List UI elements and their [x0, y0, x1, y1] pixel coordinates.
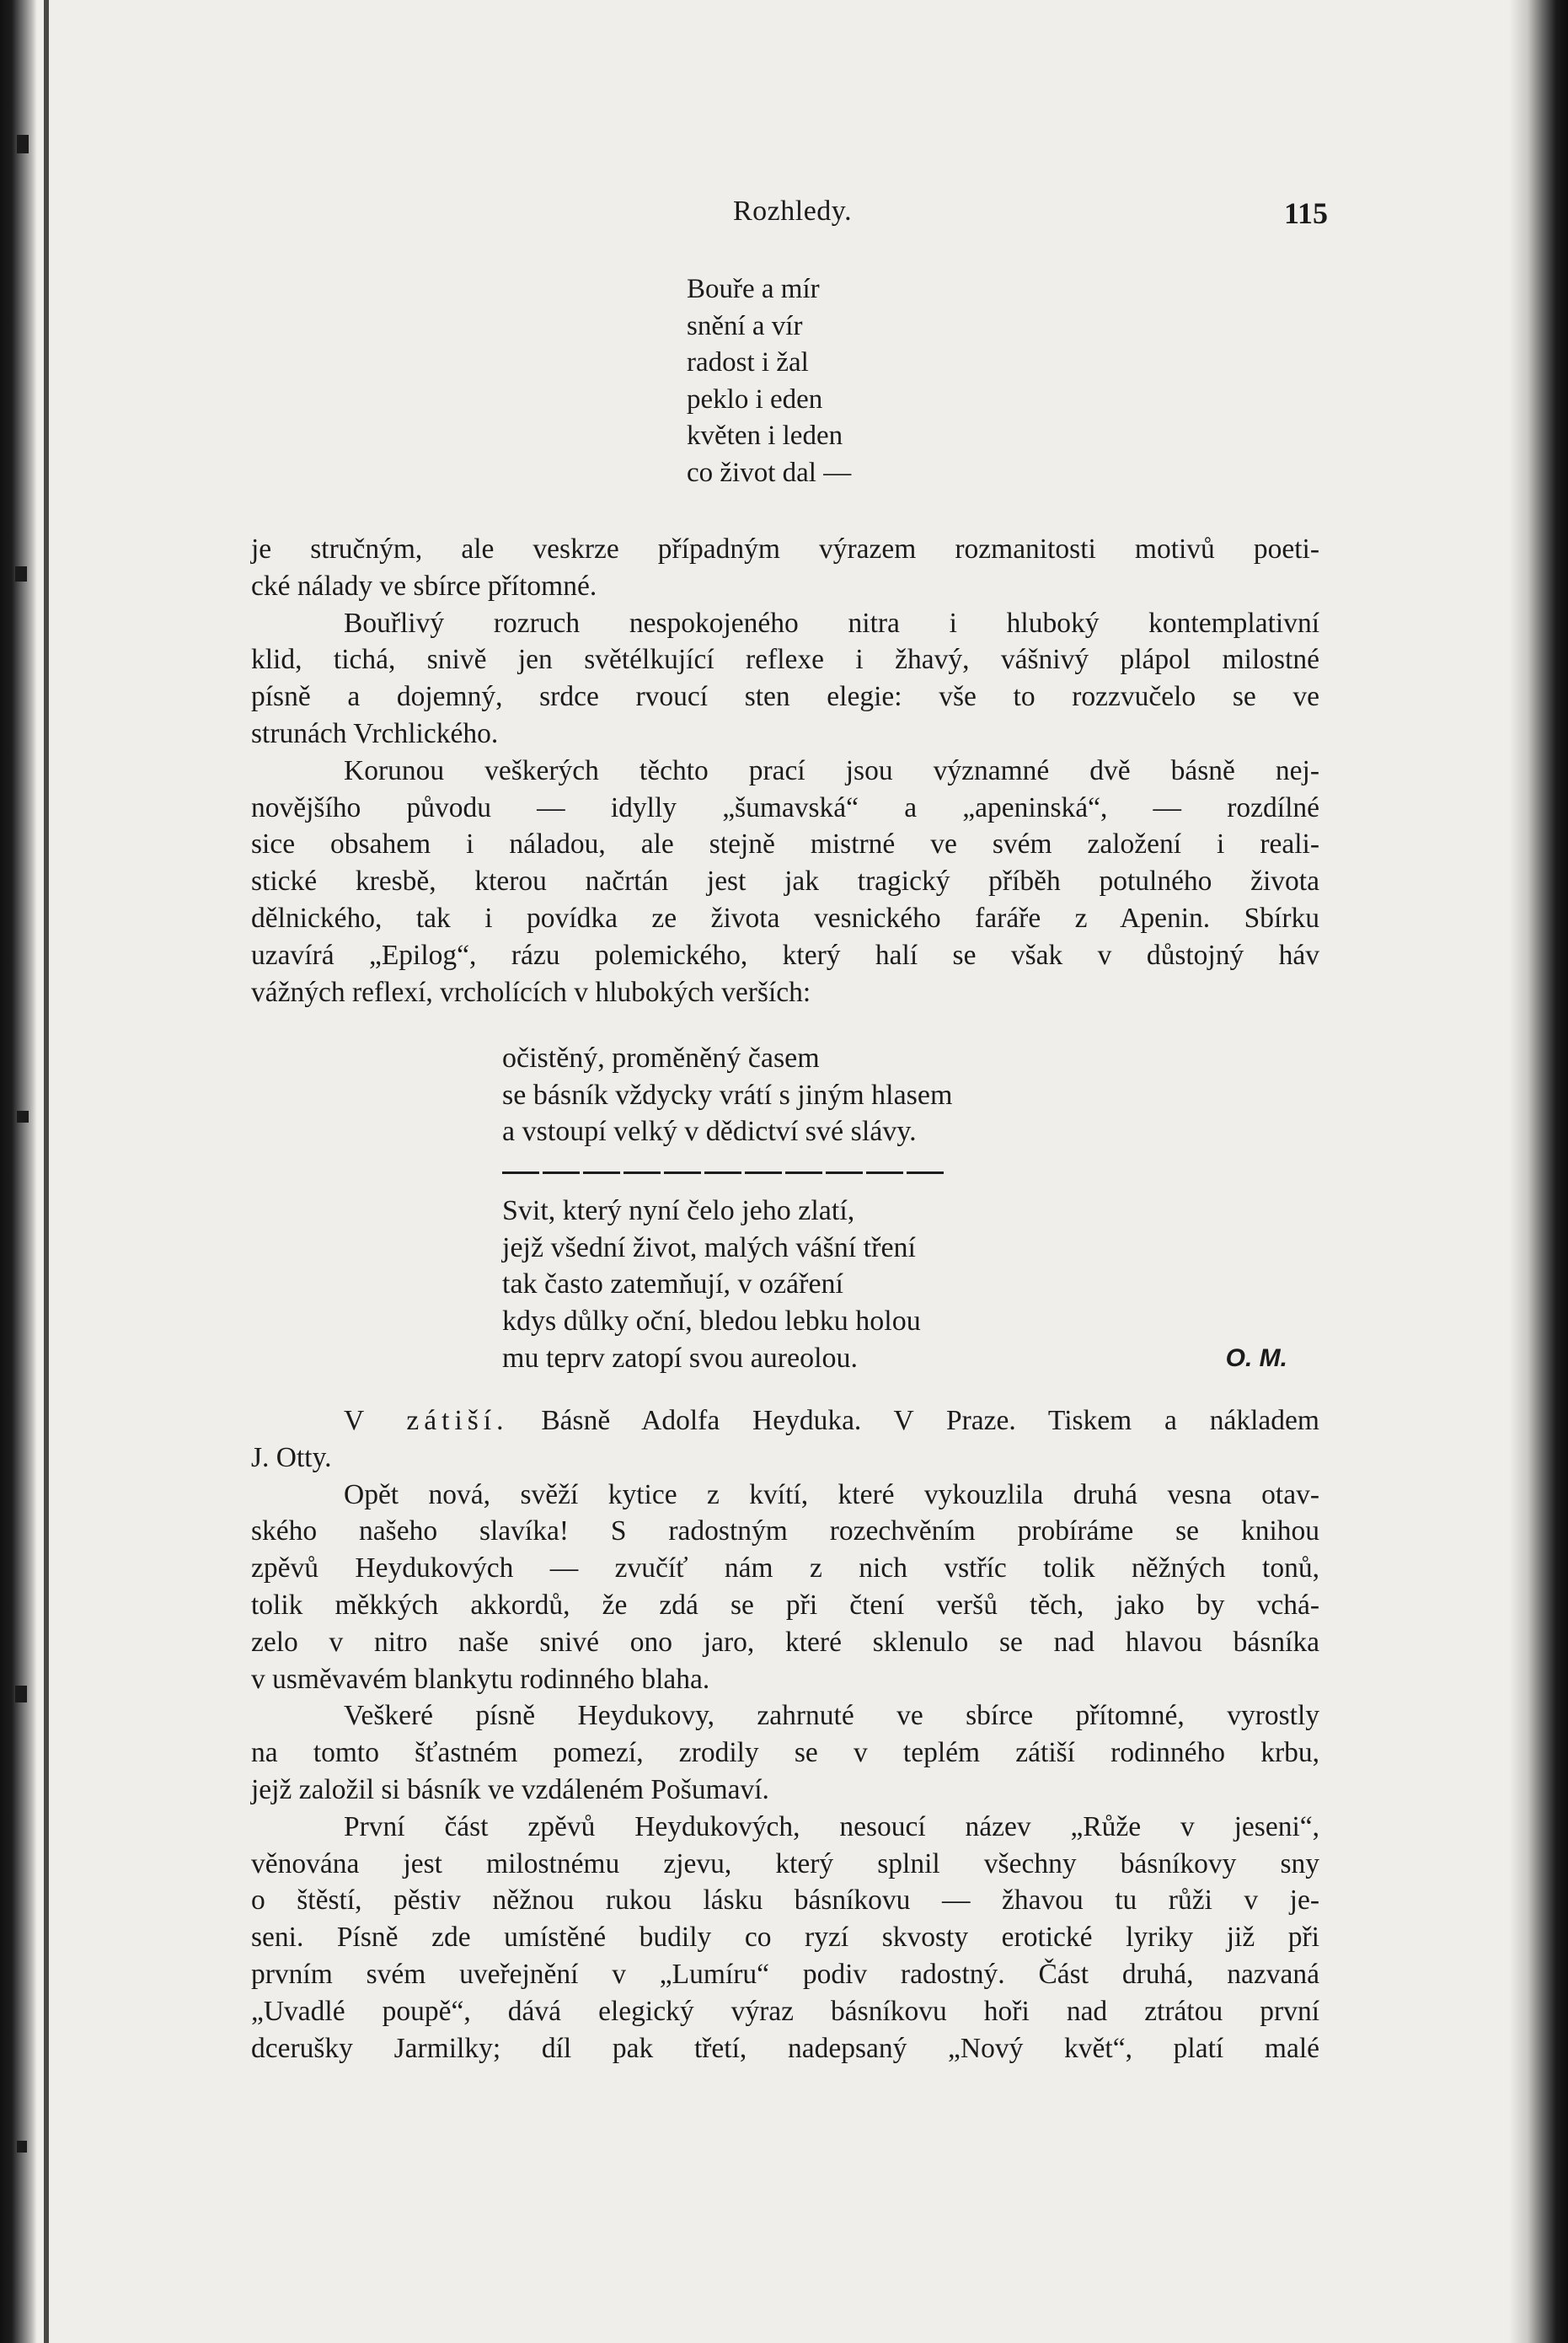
text-line: dcerušky Jarmilky; díl pak třetí, nadepsaný „Nový květ“, platí malé	[251, 2032, 1319, 2064]
margin-mark	[17, 2141, 27, 2153]
poem-top	[687, 271, 851, 491]
poem-line: snění a vír	[687, 310, 803, 341]
text-line: Korunou veškerých těchto prací jsou významné dvě básně nej-	[344, 754, 1319, 786]
text-line: prvním svém uveřejnění v „Lumíru“ podiv radostný. Část druhá, nazvaná	[251, 1958, 1319, 1990]
text-line: seni. Písně zde umístěné budily co ryzí skvosty erotické lyriky již při	[251, 1922, 1319, 1954]
text-line: o štěstí, pěstiv něžnou rukou lásku básníkovu — žhavou tu růži v je-	[251, 1885, 1319, 1917]
text-line: je stručným, ale veskrze případným výrazem rozmanitosti motivů poeti-	[251, 533, 1319, 565]
text-line: věnována jest milostnému zjevu, který splnil všechny básníkovy sny	[251, 1847, 1319, 1879]
text-line: vážných reflexí, vrcholících v hlubokých verších:	[251, 976, 811, 1008]
poem-line: Svit, který nyní čelo jeho zlatí,	[502, 1194, 855, 1226]
text-line: uzavírá „Epilog“, rázu polemického, který halí se však v důstojný háv	[251, 939, 1319, 971]
poem-line: peklo i eden	[687, 383, 823, 415]
left-book-edge	[0, 0, 37, 2343]
text-line: v usměvavém blankytu rodinného blaha.	[251, 1663, 710, 1695]
book-title: V zátiší.	[344, 1405, 509, 1436]
section-vrchlicky	[251, 531, 1319, 1011]
text-line: cké nálady ve sbírce přítomné.	[251, 570, 597, 602]
review-title-line	[251, 1402, 1319, 1440]
text-line: Bouřlivý rozruch nespokojeného nitra i hluboký kontemplativní	[344, 607, 1319, 639]
text-line: dělnického, tak i povídka ze života vesnického faráře z Apenin. Sbírku	[251, 902, 1319, 934]
poem-line: tak často zatemňují, v ozáření	[502, 1268, 843, 1300]
text-line: klid, tichá, snivě jen světélkující reflexe i žhavý, vášnivý plápol milostné	[251, 644, 1319, 676]
running-head: Rozhledy.	[733, 196, 853, 227]
text-line: Veškeré písně Heydukovy, zahrnuté ve sbírce přítomné, vyrostly	[344, 1700, 1319, 1732]
text-line: ského našeho slavíka! S radostným rozechvěním probíráme se knihou	[251, 1515, 1319, 1547]
text-line: písně a dojemný, srdce rvoucí sten elegie: vše to rozzvučelo se ve	[251, 681, 1319, 713]
poem-line: co život dal —	[687, 457, 852, 488]
margin-mark	[17, 1111, 29, 1123]
text-line: První část zpěvů Heydukových, nesoucí název „Růže v jeseni“,	[344, 1810, 1319, 1842]
text-line: Opět nová, svěží kytice z kvítí, které vykouzlila druhá vesna otav-	[344, 1478, 1319, 1510]
margin-mark	[15, 566, 27, 582]
book-details: Básně Adolfa Heyduka. V Praze. Tiskem a nákladem	[541, 1405, 1319, 1436]
review-signature: O. M.	[1225, 1344, 1287, 1373]
review-v-zatisi	[251, 1402, 1319, 2067]
poem-line: očistěný, proměněný časem	[502, 1043, 820, 1074]
right-book-edge	[1509, 0, 1568, 2343]
text-line: stické kresbě, kterou načrtán jest jak tragický příběh potulného života	[251, 866, 1319, 898]
poem-line: se básník vždycky vrátí s jiným hlasem	[502, 1079, 953, 1111]
text-line: sice obsahem i náladou, ale stejně mistrné ve svém založení i reali-	[251, 828, 1319, 861]
text-line: jejž založil si básník ve vzdáleném Pošumaví.	[251, 1773, 769, 1805]
text-line: tolik měkkých akkordů, že zdá se při čtení veršů těch, jako by vchá-	[251, 1589, 1319, 1621]
text-line: strunách Vrchlického.	[251, 717, 499, 749]
page-header	[253, 196, 1328, 238]
poem-epilog	[502, 1040, 1328, 1377]
text-line: zelo v nitro naše snivé ono jaro, které sklenulo se nad hlavou básníka	[251, 1626, 1319, 1658]
poem-line: mu teprv zatopí svou aureolou.	[502, 1342, 859, 1374]
gutter-line	[44, 0, 49, 2343]
margin-mark	[17, 135, 29, 153]
text-line: novějšího původu — idylly „šumavská“ a „apeninská“, — rozdílné	[251, 791, 1319, 823]
margin-mark	[15, 1686, 27, 1702]
text-line: „Uvadlé poupě“, dává elegický výraz básníkovu hoři nad ztrátou první	[251, 1995, 1319, 2027]
text-line: zpěvů Heydukových — zvučíť nám z nich vstříc tolik něžných tonů,	[251, 1552, 1319, 1584]
text-line: J. Otty.	[251, 1441, 332, 1473]
poem-line: kdys důlky oční, bledou lebku holou	[502, 1305, 921, 1337]
dash-separator	[502, 1152, 1328, 1189]
poem-line: květen i leden	[687, 421, 843, 451]
text-line: na tomto šťastném pomezí, zrodily se v teplém zátiší rodinného krbu,	[251, 1737, 1319, 1769]
poem-line: radost i žal	[687, 347, 809, 378]
page-number: 115	[1283, 196, 1328, 230]
poem-line: jejž všední život, malých vášní tření	[502, 1231, 916, 1263]
poem-line: Bouře a mír	[687, 274, 820, 304]
poem-line: a vstoupí velký v dědictví své slávy.	[502, 1116, 917, 1148]
